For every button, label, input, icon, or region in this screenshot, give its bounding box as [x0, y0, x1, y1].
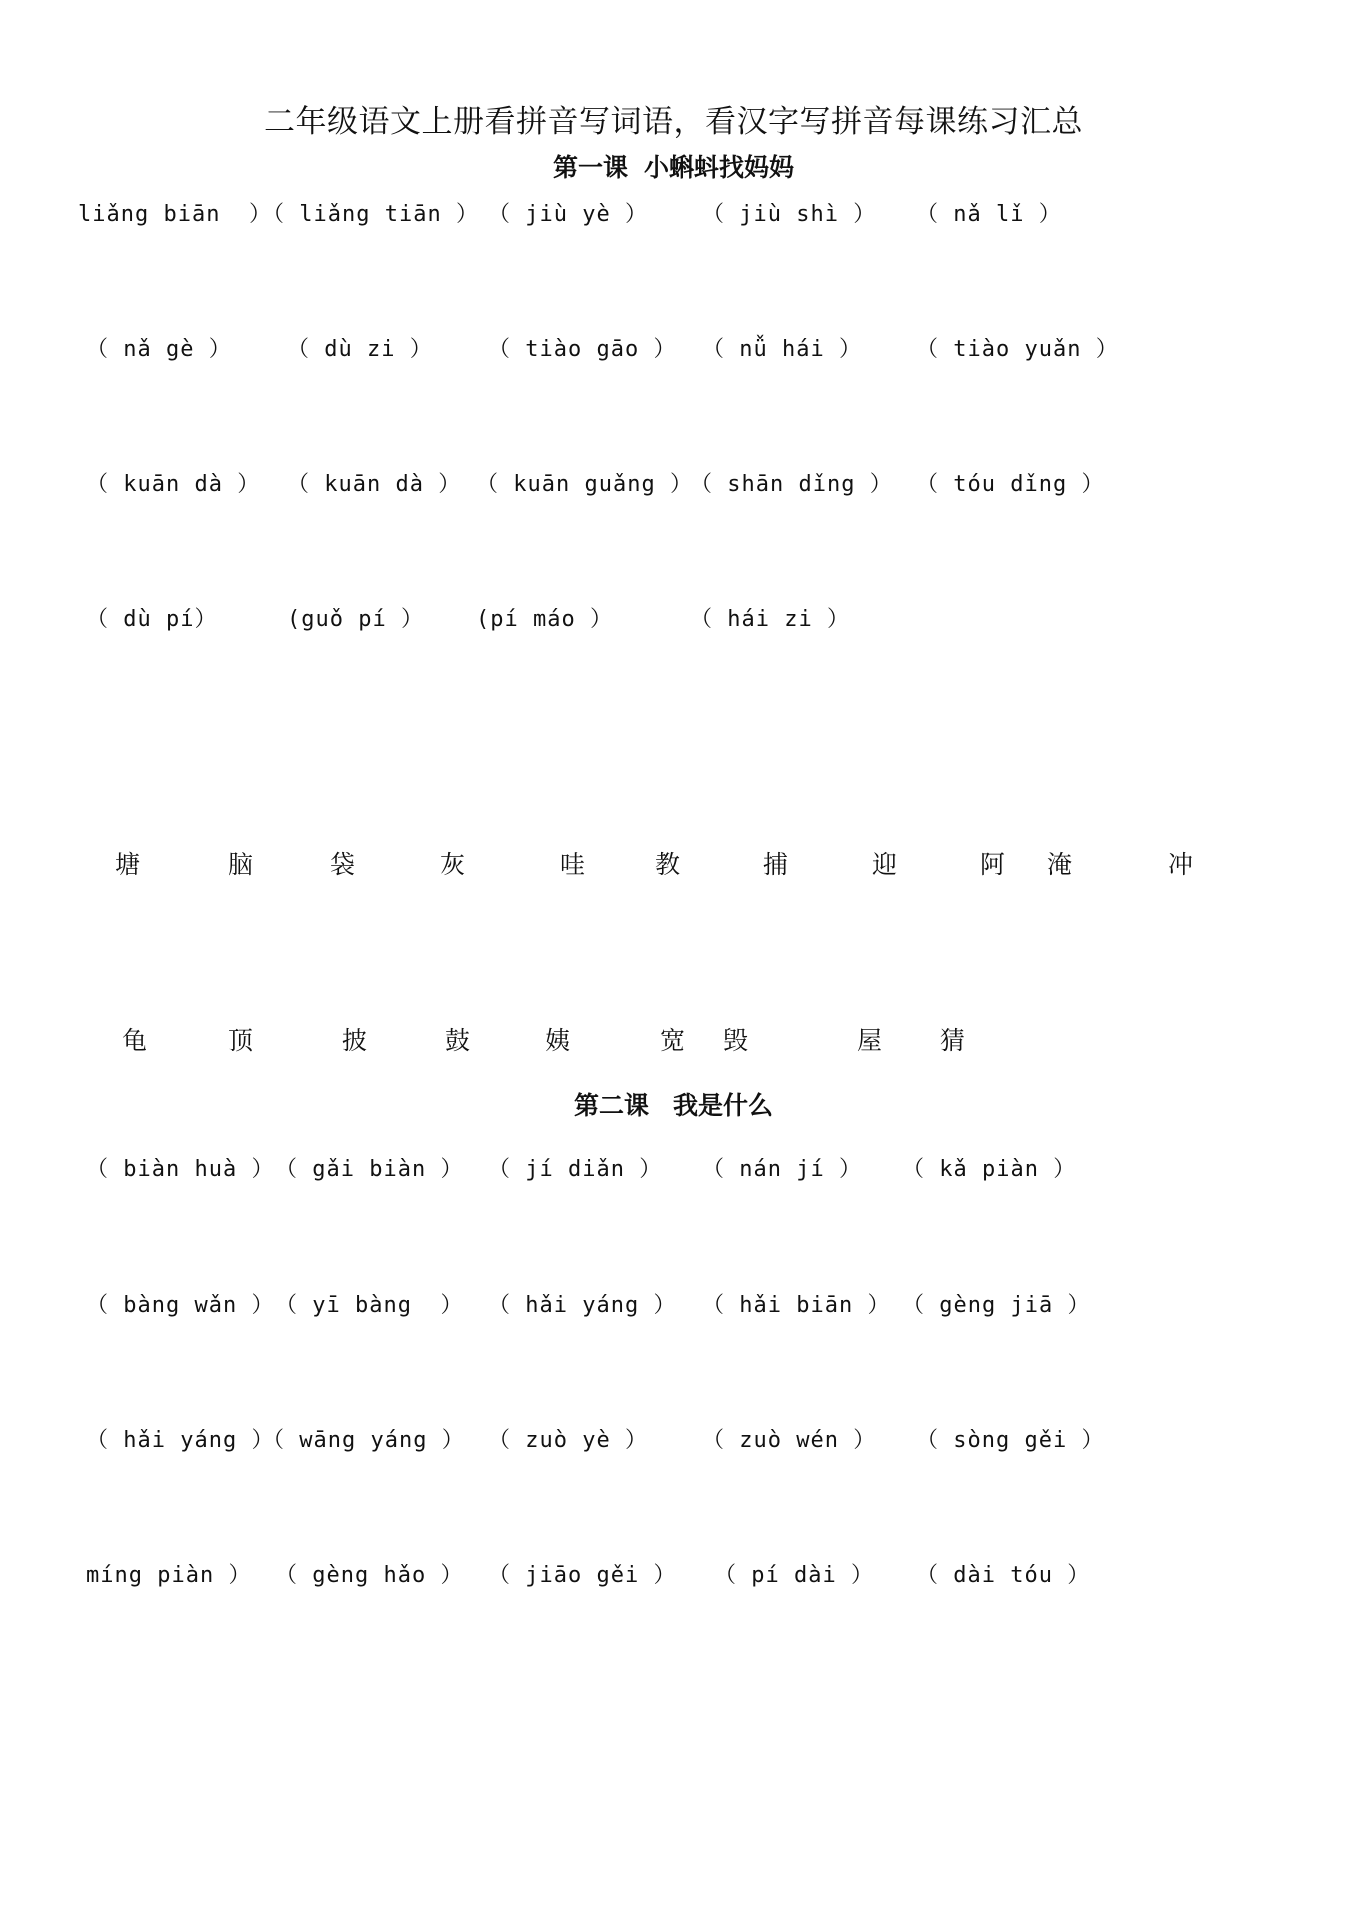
lesson1-title: 小蝌蚪找妈妈: [644, 153, 795, 182]
hanzi-item: 教: [655, 850, 681, 879]
pinyin-item: （ dù zi ）: [287, 337, 433, 362]
hanzi-item: 阿: [980, 850, 1006, 879]
pinyin-item: （ bàng wǎn ）: [86, 1293, 275, 1318]
pinyin-item: （ hái zi ）: [690, 607, 850, 632]
lesson1-pinyin-row-3: [0, 467, 1347, 507]
hanzi-item: 灰: [440, 850, 466, 879]
pinyin-item: （ sòng gěi ）: [916, 1428, 1105, 1453]
pinyin-item: （ gǎi biàn ）: [275, 1157, 464, 1182]
hanzi-item: 迎: [872, 850, 898, 879]
pinyin-item: （ dài tóu ）: [916, 1563, 1091, 1588]
pinyin-item: （ wāng yáng ）: [262, 1428, 465, 1453]
lesson2-title: 我是什么: [673, 1091, 774, 1120]
hanzi-item: 淹: [1047, 850, 1073, 879]
pinyin-item: （ biàn huà ）: [86, 1157, 275, 1182]
hanzi-item: 鼓: [445, 1026, 471, 1055]
pinyin-item: （ zuò wén ）: [702, 1428, 877, 1453]
pinyin-item: （ tiào yuǎn ）: [916, 337, 1119, 362]
pinyin-item: liǎng biān ）: [78, 202, 272, 227]
hanzi-item: 冲: [1168, 850, 1194, 879]
hanzi-item: 袋: [330, 850, 356, 879]
lesson1-heading: [0, 148, 1347, 184]
pinyin-item: （ pí dài ）: [714, 1563, 874, 1588]
hanzi-item: 顶: [228, 1026, 254, 1055]
pinyin-item: （ kǎ piàn ）: [902, 1157, 1077, 1182]
hanzi-item: 披: [342, 1026, 368, 1055]
pinyin-item: (pí máo ）: [476, 607, 613, 632]
pinyin-item: （ hǎi yáng ）: [86, 1428, 275, 1453]
pinyin-item: （ hǎi yáng ）: [488, 1293, 677, 1318]
lesson1-number: 第一课: [552, 153, 628, 182]
lesson2-heading: [0, 1086, 1347, 1122]
page-title: 二年级语文上册看拼音写词语，看汉字写拼音每课练习汇总: [264, 104, 1083, 140]
pinyin-item: míng piàn ）: [86, 1563, 252, 1588]
pinyin-item: （ nǎ lǐ ）: [916, 202, 1062, 227]
pinyin-item: （ tiào gāo ）: [488, 337, 677, 362]
hanzi-item: 屋: [857, 1026, 883, 1055]
hanzi-item: 猜: [940, 1026, 966, 1055]
pinyin-item: （ zuò yè ）: [488, 1428, 648, 1453]
lesson2-pinyin-row-1: [0, 1152, 1347, 1192]
hanzi-item: 宽: [660, 1026, 686, 1055]
lesson2-pinyin-row-2: [0, 1288, 1347, 1328]
lesson2-pinyin-row-4: [0, 1558, 1347, 1598]
hanzi-item: 捕: [763, 850, 789, 879]
pinyin-item: （ jí diǎn ）: [488, 1157, 663, 1182]
lesson1-pinyin-row-1: [0, 197, 1347, 237]
pinyin-item: （ gèng hǎo ）: [275, 1563, 464, 1588]
pinyin-item: （ shān dǐng ）: [690, 472, 893, 497]
hanzi-item: 脑: [228, 850, 254, 879]
hanzi-item: 塘: [115, 850, 141, 879]
pinyin-item: （ kuān dà ）: [86, 472, 261, 497]
pinyin-item: （ nǚ hái ）: [702, 337, 862, 362]
hanzi-item: 毁: [723, 1026, 749, 1055]
lesson1-pinyin-row-4: [0, 602, 1347, 642]
lesson1-pinyin-row-2: [0, 332, 1347, 372]
lesson1-hanzi-row-1: [0, 845, 1347, 885]
pinyin-item: （ dù pí）: [86, 607, 218, 632]
lesson2-pinyin-row-3: [0, 1423, 1347, 1463]
hanzi-item: 姨: [545, 1026, 571, 1055]
pinyin-item: (guǒ pí ）: [287, 607, 424, 632]
pinyin-item: （ tóu dǐng ）: [916, 472, 1105, 497]
hanzi-item: 龟: [122, 1026, 148, 1055]
pinyin-item: （ jiù yè ）: [488, 202, 648, 227]
pinyin-item: （ liǎng tiān ）: [262, 202, 479, 227]
pinyin-item: （ yī bàng ）: [275, 1293, 464, 1318]
pinyin-item: （ jiù shì ）: [702, 202, 877, 227]
pinyin-item: （ nán jí ）: [702, 1157, 862, 1182]
hanzi-item: 哇: [560, 850, 586, 879]
pinyin-item: （ gèng jiā ）: [902, 1293, 1091, 1318]
lesson2-number: 第二课: [573, 1091, 649, 1120]
lesson1-hanzi-row-2: [0, 1021, 1347, 1061]
pinyin-item: （ hǎi biān ）: [702, 1293, 891, 1318]
pinyin-item: （ kuān guǎng ）: [476, 472, 693, 497]
pinyin-item: （ nǎ gè ）: [86, 337, 232, 362]
pinyin-item: （ kuān dà ）: [287, 472, 462, 497]
pinyin-item: （ jiāo gěi ）: [488, 1563, 677, 1588]
